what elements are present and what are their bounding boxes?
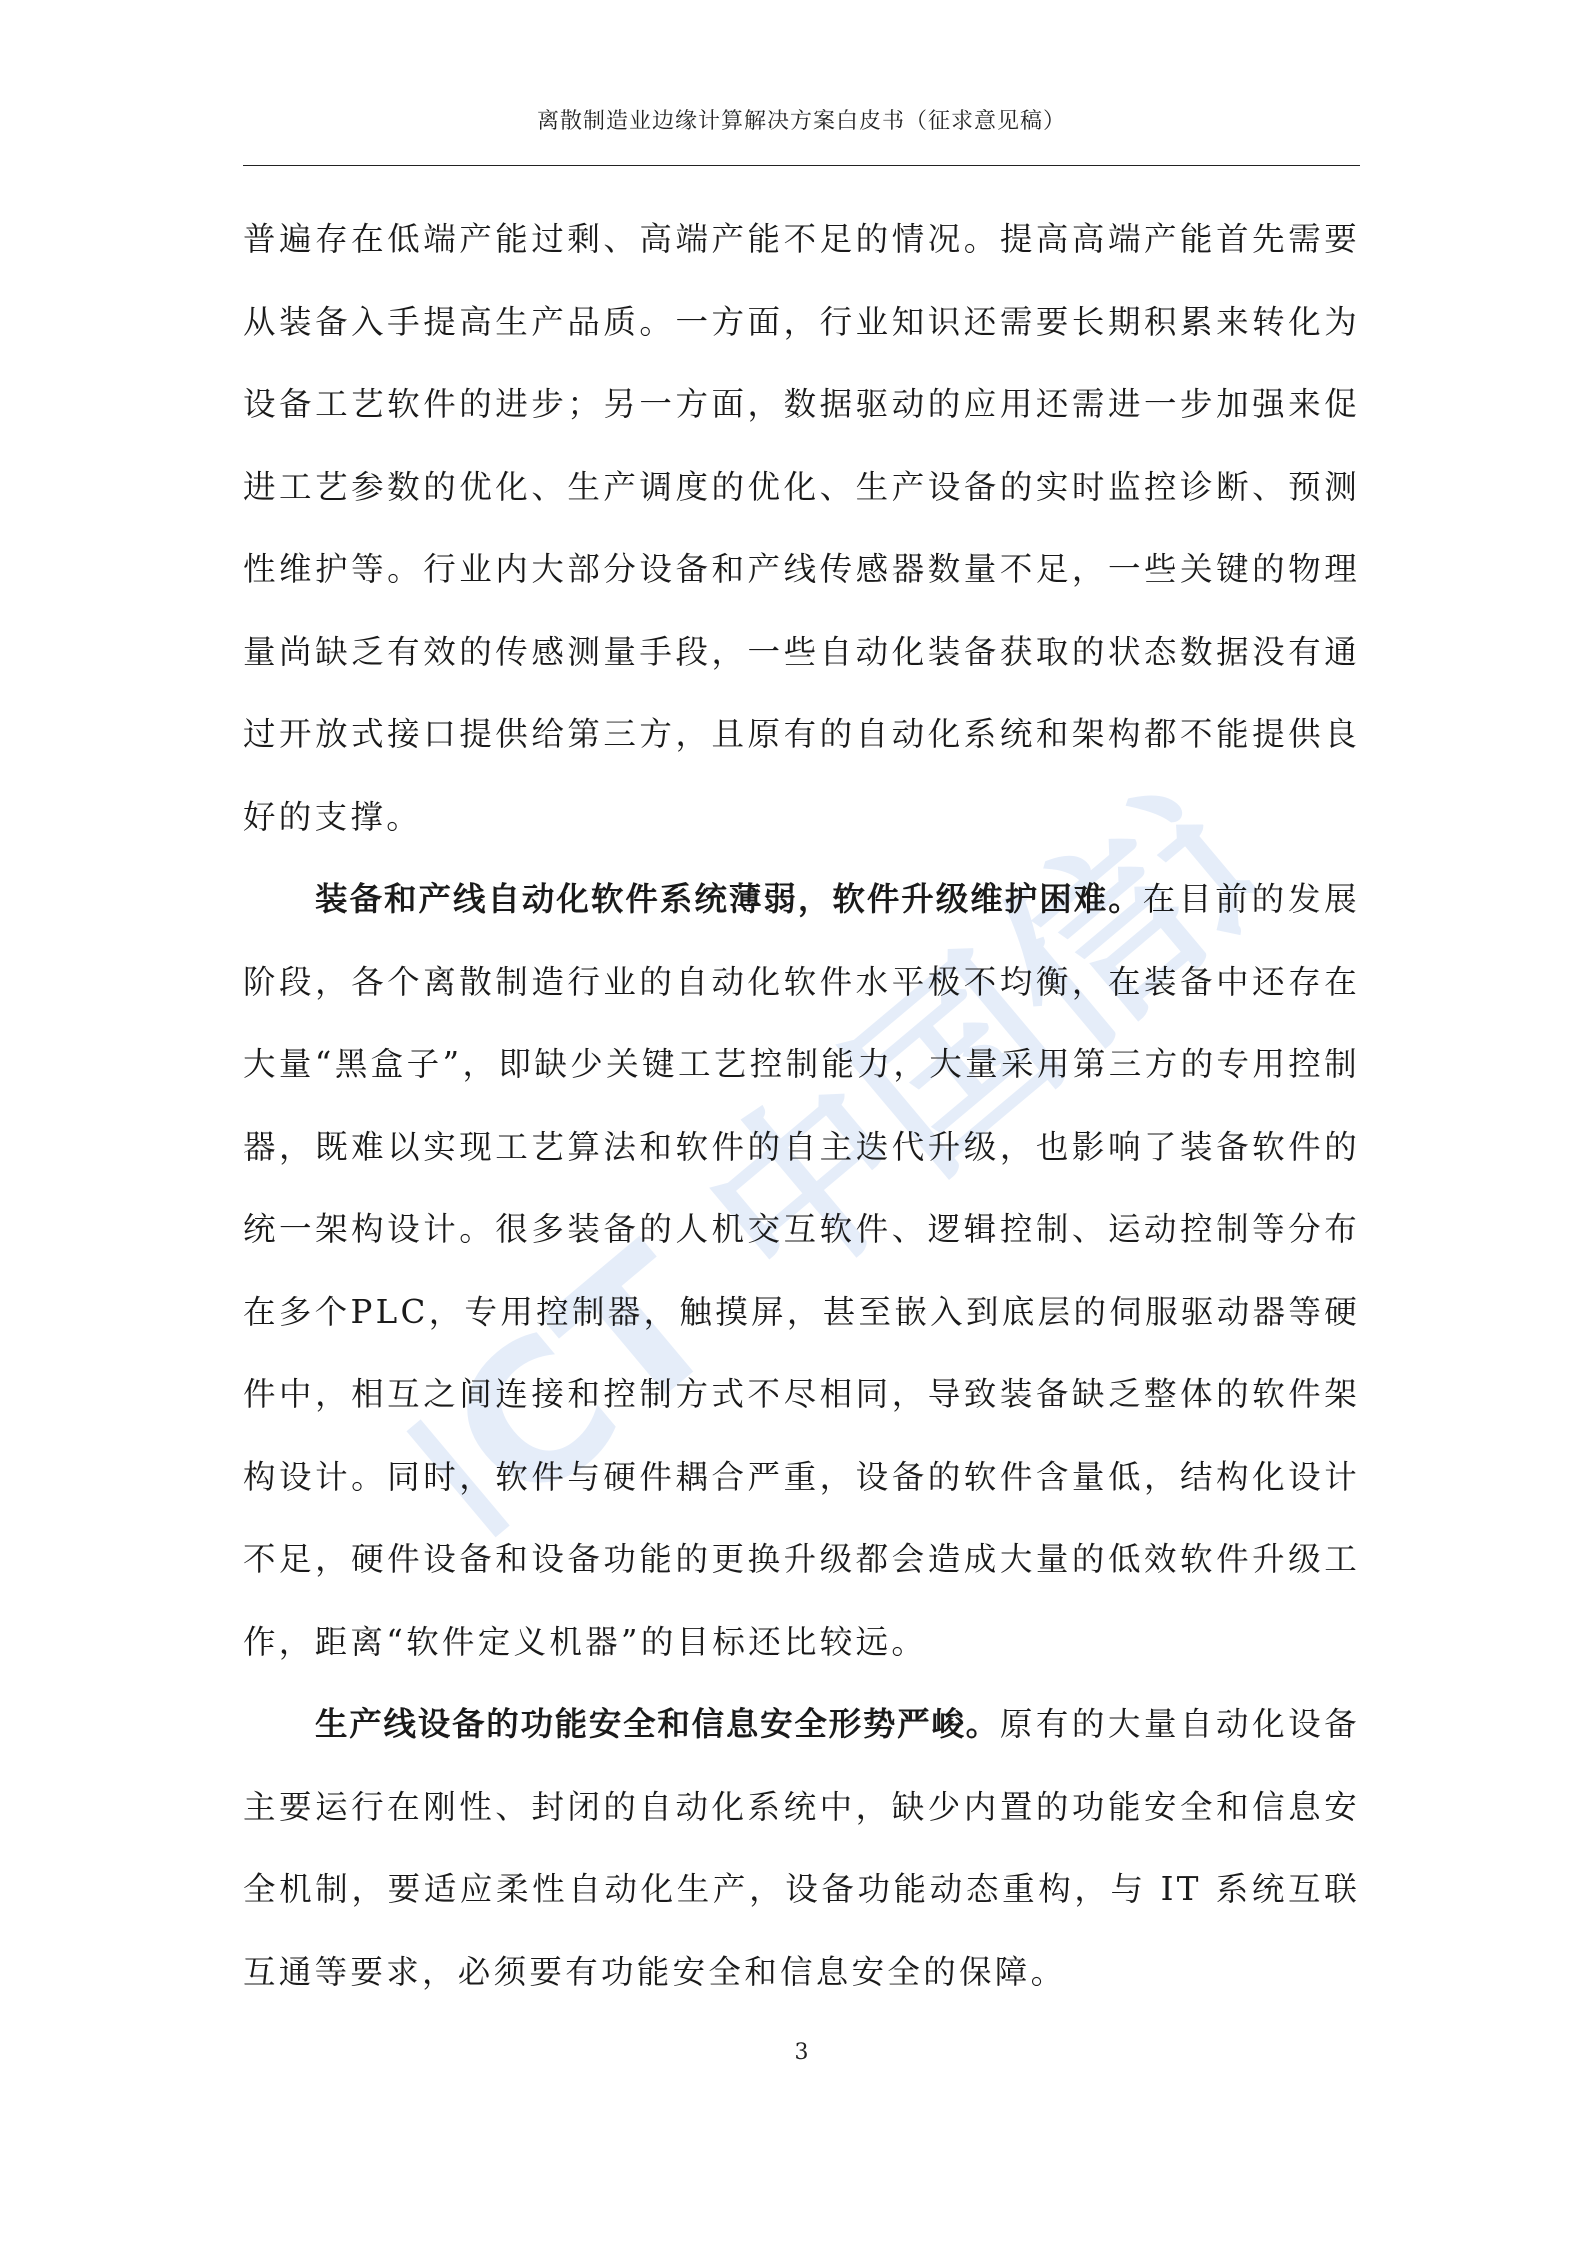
document-body <box>243 198 1360 2013</box>
header-divider <box>243 165 1360 166</box>
paragraph-3-heading: 生产线设备的功能安全和信息安全形势严峻。 <box>315 1705 1000 1743</box>
paragraph-2-text: 在目前的发展阶段，各个离散制造行业的自动化软件水平极不均衡，在装备中还存在大量“黑盒子”，即缺少关键工艺控制能力，大量采用第三方的专用控制器，既难以实现工艺算法和软件的自主迭代升级，也影响了装备软件的统一架构设计。很多装备的人机交互软件、逻辑控制、运动控制等分布在多个PLC，专用控制器，触摸屏，甚至嵌入到底层的伺服驱动器等硬件中，相互之间连接和控制方式不尽相同，导致装备缺乏整体的软件架构设计。同时，软件与硬件耦合严重，设备的软件含量低，结构化设计不足，硬件设备和设备功能的更换升级都会造成大量的低效软件升级工作，距离“软件定义机器”的目标还比较远。 <box>243 880 1360 1661</box>
paragraph-3 <box>243 1683 1360 2013</box>
running-header: 离散制造业边缘计算解决方案白皮书（征求意见稿） <box>536 109 1066 134</box>
paragraph-2 <box>243 858 1360 1683</box>
paragraph-3-text: 原有的大量自动化设备主要运行在刚性、封闭的自动化系统中，缺少内置的功能安全和信息安全机制，要适应柔性自动化生产，设备功能动态重构，与 IT 系统互联互通等要求，必须要有功能安全和信息安全的保障。 <box>243 1705 1360 1991</box>
page-number: 3 <box>794 2040 809 2065</box>
paragraph-2-heading: 装备和产线自动化软件系统薄弱，软件升级维护困难。 <box>315 880 1143 918</box>
paragraph-1: 普遍存在低端产能过剩、高端产能不足的情况。提高高端产能首先需要从装备入手提高生产品质。一方面，行业知识还需要长期积累来转化为设备工艺软件的进步；另一方面，数据驱动的应用还需进一步加强来促进工艺参数的优化、生产调度的优化、生产设备的实时监控诊断、预测性维护等。行业内大部分设备和产线传感器数量不足，一些关键的物理量尚缺乏有效的传感测量手段，一些自动化装备获取的状态数据没有通过开放式接口提供给第三方，且原有的自动化系统和架构都不能提供良好的支撑。 <box>243 220 1360 836</box>
watermark-text: CAICT 中国信通院 <box>347 718 1333 1622</box>
